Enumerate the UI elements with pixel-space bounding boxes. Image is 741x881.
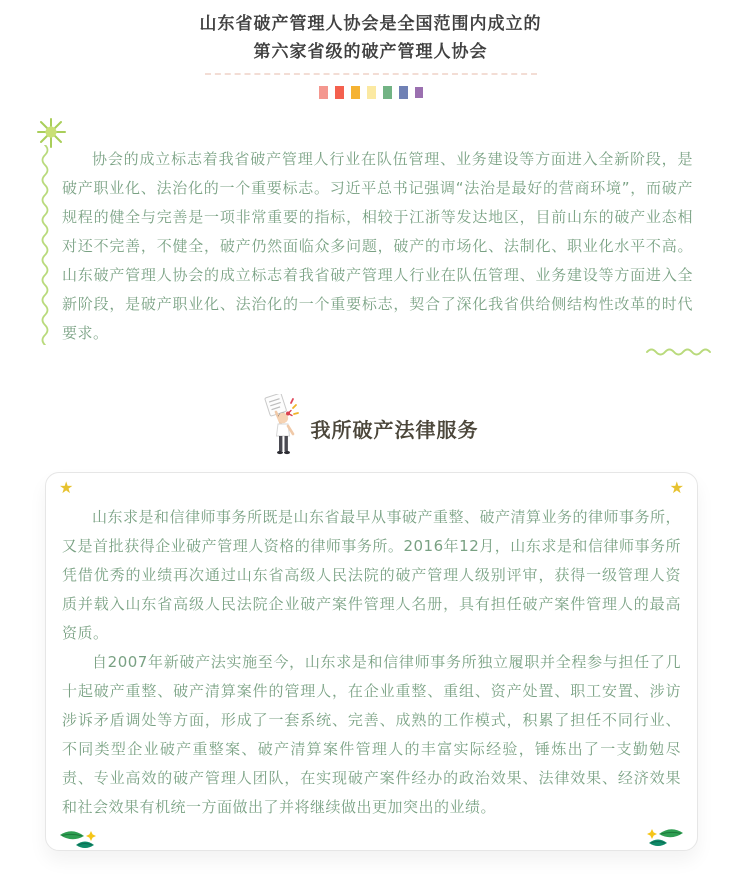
color-square <box>319 86 328 99</box>
star-icon: ★ <box>59 478 74 497</box>
leaves-icon <box>58 829 104 855</box>
leaves-icon <box>639 827 685 853</box>
services-paragraph-2: 自2007年新破产法实施至今，山东求是和信律师事务所独立履职并全程参与担任了几十起破产重整、破产清算案件的管理人，在企业重整、重组、资产处置、职工安置、涉访涉诉矛盾调处等方面，形成了一套系统、完善、成熟的工作模式，积累了担任不同行业、不同类型企业破产重整案、破产清算案件管理人的丰富实际经验，锤炼出了一支勤勉尽责、专业高效的破产管理人团队，在实现破产案件经办的政治效果、法律效果、经济效果和社会效果有机统一方面做出了并将继续做出更加突出的业绩。 <box>62 653 681 816</box>
vertical-wavy-line <box>40 145 50 345</box>
section-heading: 我所破产法律服务 <box>310 417 479 442</box>
color-square <box>335 86 344 99</box>
services-box <box>45 472 698 851</box>
person-announcement-icon <box>263 394 305 456</box>
color-square <box>351 86 360 99</box>
page-title-line-2: 第六家省级的破产管理人协会 <box>253 42 488 62</box>
color-square <box>367 86 376 99</box>
color-squares <box>0 85 741 99</box>
intro-paragraph: 协会的成立标志着我省破产管理人行业在队伍管理、业务建设等方面进入全新阶段，是破产职业化、法治化的一个重要标志。习近平总书记强调“法治是最好的营商环境”，而破产规程的健全与完善是一项非常重要的指标，相较于江浙等发达地区，目前山东的破产业态相对还不完善，不健全，破产仍然面临众多问题，破产的市场化、法制化、职业化水平不高。山东破产管理人协会的成立标志着我省破产管理人行业在队伍管理、业务建设等方面进入全新阶段，是破产职业化、法治化的一个重要标志，契合了深化我省供给侧结构性改革的时代要求。 <box>62 150 693 342</box>
dashed-divider <box>205 73 537 75</box>
page-title-line-1: 山东省破产管理人协会是全国范围内成立的 <box>199 14 542 34</box>
horizontal-wavy-line <box>645 346 713 358</box>
page-title <box>0 10 741 66</box>
services-paragraph-1: 山东求是和信律师事务所既是山东省最早从事破产重整、破产清算业务的律师事务所，又是首批获得企业破产管理人资格的律师事务所。2016年12月，山东求是和信律师事务所凭借优秀的业绩再次通过山东省高级人民法院的破产管理人级别评审，获得一级管理人资质并载入山东省高级人民法院企业破产案件管理人名册，具有担任破产案件管理人的最高资质。 <box>62 508 682 642</box>
color-square <box>415 87 423 98</box>
bottom-spacer <box>0 851 741 881</box>
services-section-header <box>0 400 741 456</box>
intro-section <box>0 145 741 348</box>
color-square <box>383 86 392 99</box>
star-icon: ★ <box>669 478 684 497</box>
color-square <box>399 86 408 99</box>
